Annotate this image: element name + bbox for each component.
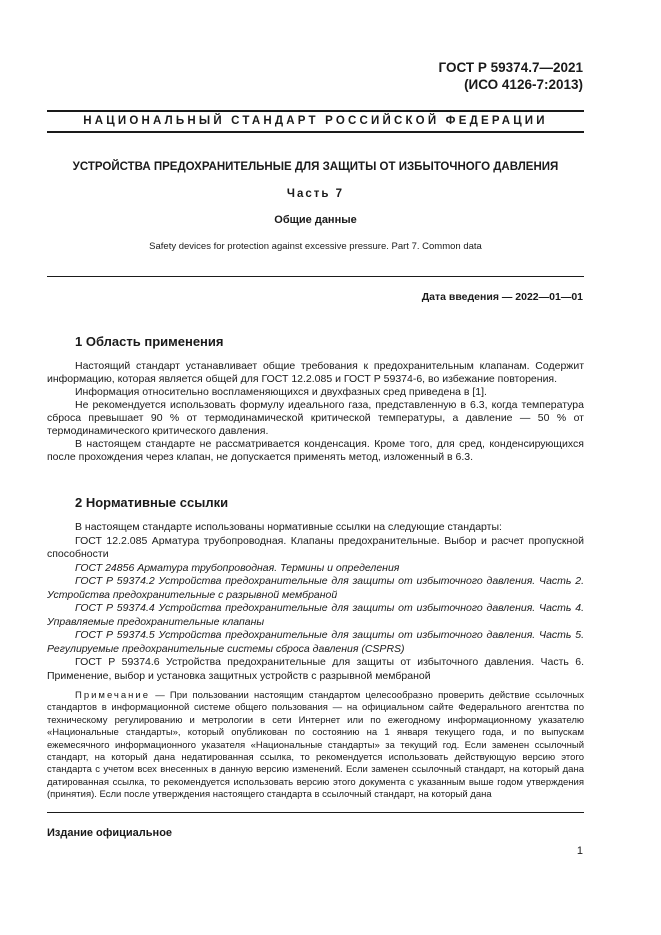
- note-label: Примечание: [75, 690, 150, 701]
- header-rule-top: [47, 110, 584, 112]
- reference-item: ГОСТ Р 59374.6 Устройства предохранительные для защиты от избыточного давления. Часть 6. Применение, выбор и установка защитных устройств с разрывной мембраной: [47, 656, 584, 682]
- reference-item: ГОСТ Р 59374.5 Устройства предохранительные для защиты от избыточного давления. Часть 5. Регулируемые предохранительные системы сброса давления (CSPRS): [47, 629, 584, 655]
- section-1-paragraph: Информация относительно воспламеняющихся и двухфазных сред приведена в [1].: [75, 386, 487, 398]
- introduction-date: Дата введения — 2022—01—01: [421, 291, 583, 303]
- section-1-body: [47, 360, 584, 464]
- date-rule-top: [47, 276, 584, 277]
- section-2-heading: 2 Нормативные ссылки: [75, 495, 229, 510]
- page-number: 1: [576, 845, 583, 857]
- document-subtitle: Общие данные: [274, 214, 357, 226]
- part-label: Часть 7: [286, 188, 345, 200]
- reference-item: ГОСТ 12.2.085 Арматура трубопроводная. Клапаны предохранительные. Выбор и расчет пропускной способности: [47, 534, 584, 560]
- footer-rule: [47, 812, 584, 813]
- header-rule-bottom: [47, 131, 584, 133]
- reference-item: ГОСТ Р 59374.4 Устройства предохранительные для защиты от избыточного давления. Часть 4. Управляемые предохранительные клапаны: [47, 602, 584, 628]
- banner-title: НАЦИОНАЛЬНЫЙ СТАНДАРТ РОССИЙСКОЙ ФЕДЕРАЦИИ: [83, 115, 548, 127]
- reference-item: ГОСТ 24856 Арматура трубопроводная. Термины и определения: [75, 561, 400, 574]
- document-title: УСТРОЙСТВА ПРЕДОХРАНИТЕЛЬНЫЕ ДЛЯ ЗАЩИТЫ ОТ ИЗБЫТОЧНОГО ДАВЛЕНИЯ: [72, 161, 559, 173]
- iso-number: (ИСО 4126-7:2013): [464, 77, 583, 92]
- section-1-paragraph: Настоящий стандарт устанавливает общие требования к предохранительным клапанам. Содержит информацию, которая является общей для ГОСТ 12.2.085 и ГОСТ Р 59374-6, во избежание повторения.: [47, 360, 584, 385]
- section-1-paragraph: В настоящем стандарте не рассматривается конденсация. Кроме того, для сред, конденсирующихся после прохождения через клапан, не допускается применять метод, изложенный в 6.3.: [47, 438, 584, 463]
- edition-label: Издание официальное: [47, 827, 173, 839]
- note-text: — При пользовании настоящим стандартом целесообразно проверить действие ссылочных стандартов в информационной системе общего пользования — на официальном сайте Федерального агентства по техническому регулированию и метрологии в сети Интернет или по ежегодному информационному указателю «Национальные стандарты», который опубликован по состоянию на 1 января текущего года, и по выпускам ежемесячного информационного указателя «Национальные стандарты» за текущий год. Если заменен ссылочный стандарт, на который дана недатированная ссылка, то рекомендуется использовать действующую версию этого стандарта с учетом всех внесенных в данную версию изменений. Если заменен ссылочный стандарт, на который дана датированная ссылка, то рекомендуется использовать версию этого документа с указанным выше годом утверждения (принятия). Если после утверждения настоящего стандарта в ссылочный стандарт, на который дана: [47, 690, 584, 801]
- english-title: Safety devices for protection against excessive pressure. Part 7. Common data: [149, 241, 482, 252]
- document-number: ГОСТ Р 59374.7—2021: [438, 60, 583, 75]
- section-1-paragraph: Не рекомендуется использовать формулу идеального газа, представленную в 6.3, когда температура сброса превышает 90 % от термодинамической критической температуры, а давление — 50 % от термодинамического критического давления.: [47, 399, 584, 437]
- note: [47, 690, 584, 802]
- section-1-heading: 1 Область применения: [75, 334, 224, 349]
- section-2-body: [47, 521, 584, 683]
- reference-item: ГОСТ Р 59374.2 Устройства предохранительные для защиты от избыточного давления. Часть 2. Устройства предохранительные с разрывной мембраной: [47, 575, 584, 601]
- references-intro: В настоящем стандарте использованы нормативные ссылки на следующие стандарты:: [75, 521, 502, 533]
